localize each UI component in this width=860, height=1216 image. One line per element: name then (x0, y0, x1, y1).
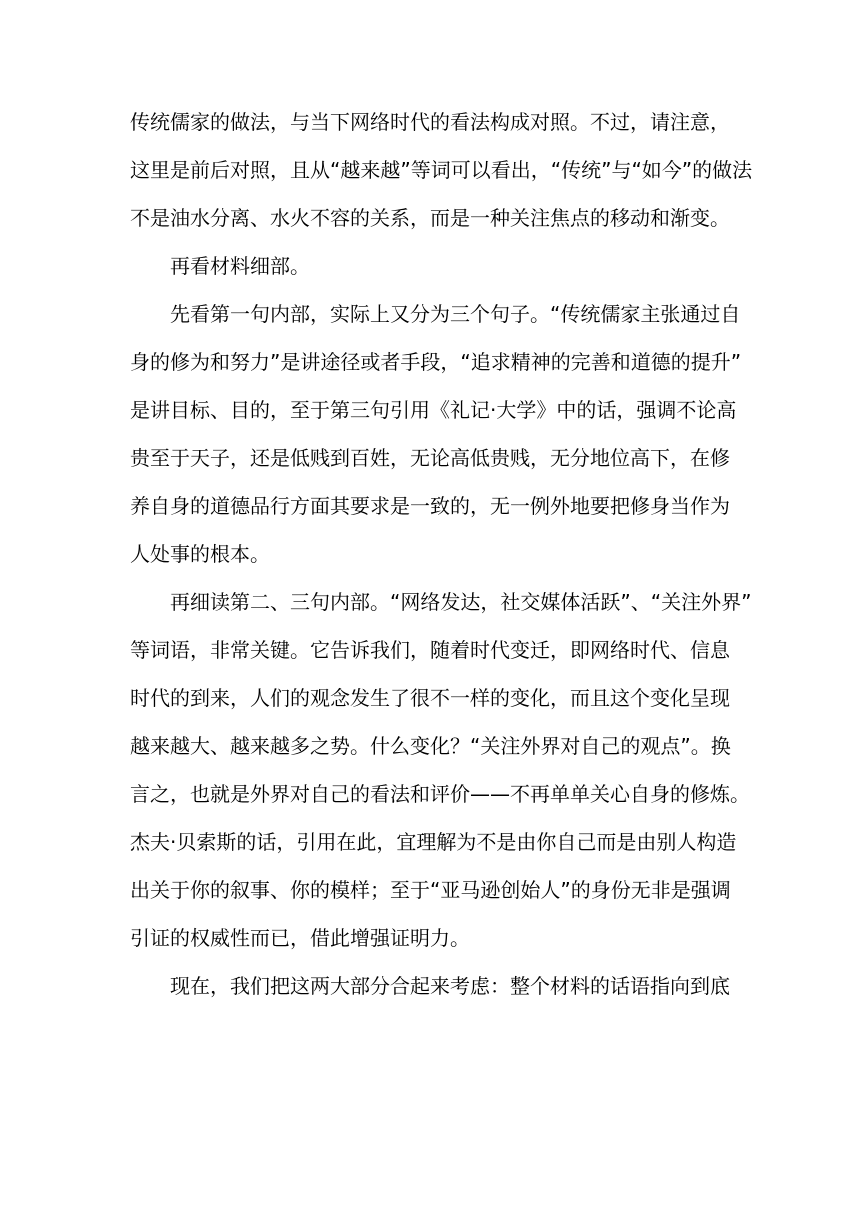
text-line: 传统儒家的做法，与当下网络时代的看法构成对照。不过，请注意， (130, 110, 730, 134)
paragraph (130, 290, 742, 578)
text-line: 贵至于天子，还是低贱到百姓，无论高低贵贱，无分地位高下，在修 (130, 446, 730, 470)
paragraph (130, 962, 742, 1010)
paragraph (130, 578, 752, 962)
text-line: 杰夫·贝索斯的话，引用在此，宜理解为不是由你自己而是由别人构造 (130, 830, 737, 854)
text-line: 养自身的道德品行方面其要求是一致的，无一例外地要把修身当作为 (130, 494, 730, 518)
text-line: 身的修为和努力”是讲途径或者手段，“追求精神的完善和道德的提升” (130, 350, 742, 374)
text-line: 是讲目标、目的，至于第三句引用《礼记·大学》中的话，强调不论高 (130, 398, 737, 422)
text-line: 这里是前后对照，且从“越来越”等词可以看出，“传统”与“如今”的做法 (130, 158, 753, 182)
text-line: 出关于你的叙事、你的模样；至于“亚马逊创始人”的身份无非是强调 (130, 878, 731, 902)
text-line: 再看材料细部。 (170, 254, 310, 278)
paragraph (130, 242, 742, 290)
text-line: 等词语，非常关键。它告诉我们，随着时代变迁，即网络时代、信息 (130, 638, 730, 662)
text-line: 引证的权威性而已，借此增强证明力。 (130, 926, 470, 950)
text-line: 越来越大、越来越多之势。什么变化？“关注外界对自己的观点”。换 (130, 734, 731, 758)
text-line: 现在，我们把这两大部分合起来考虑：整个材料的话语指向到底 (170, 974, 730, 998)
document-page (130, 98, 753, 1010)
text-line: 不是油水分离、水火不容的关系，而是一种关注焦点的移动和渐变。 (130, 206, 730, 230)
paragraph (130, 98, 753, 242)
text-line: 先看第一句内部，实际上又分为三个句子。“传统儒家主张通过自 (170, 302, 741, 326)
text-line: 时代的到来，人们的观念发生了很不一样的变化，而且这个变化呈现 (130, 686, 730, 710)
text-line: 人处事的根本。 (130, 542, 270, 566)
text-line: 言之，也就是外界对自己的看法和评价——不再单单关心自身的修炼。 (130, 782, 750, 806)
text-line: 再细读第二、三句内部。“网络发达，社交媒体活跃”、“关注外界” (170, 590, 752, 614)
